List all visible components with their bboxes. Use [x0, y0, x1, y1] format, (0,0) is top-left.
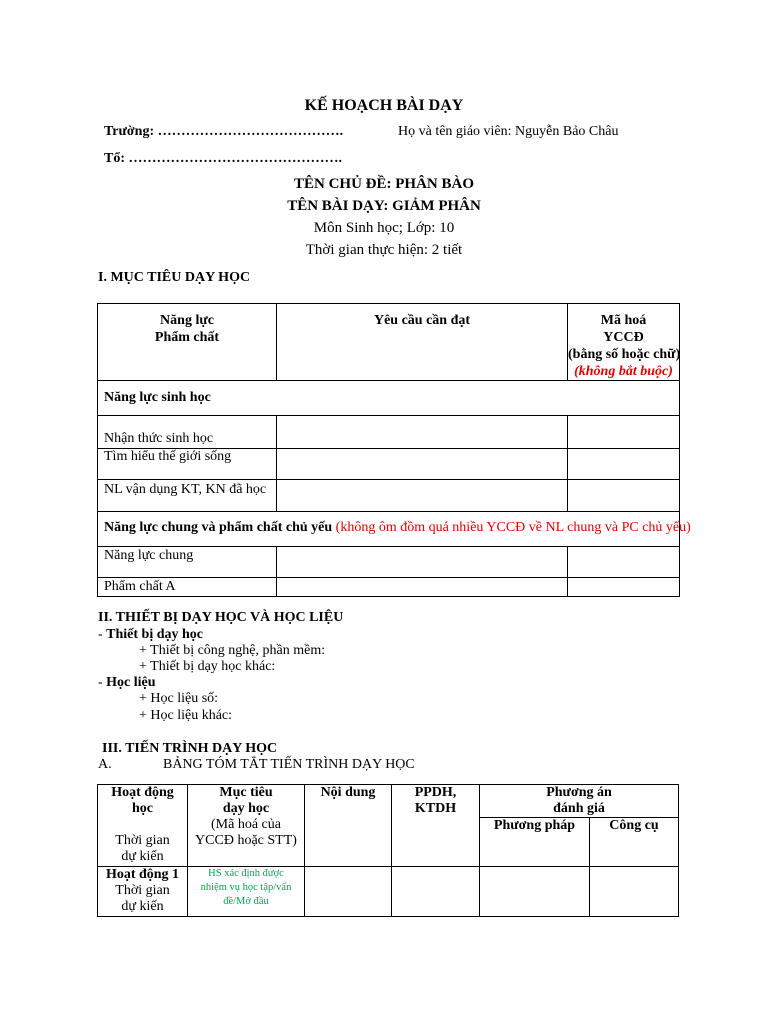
- row-requirement: [277, 449, 568, 480]
- row-label: Năng lực chung: [98, 547, 277, 578]
- activity-1-goal-line1: HS xác định được: [208, 868, 284, 879]
- subject-line: Môn Sinh học; Lớp: 10: [313, 220, 455, 236]
- header-code-line1: Mã hoá: [600, 313, 647, 328]
- section3-sub-title: BẢNG TÓM TẮT TIẾN TRÌNH DẠY HỌC: [163, 757, 415, 772]
- header-goal: [188, 785, 305, 867]
- teacher-line: [398, 124, 618, 140]
- teacher-label: Họ và tên giáo viên:: [398, 124, 512, 139]
- lesson-title: TÊN BÀI DẠY: GIẢM PHÂN: [287, 198, 481, 214]
- header-method: [392, 785, 480, 867]
- activity-1-goal: [188, 867, 305, 917]
- equipment-subheading: [98, 627, 203, 643]
- group-general-note: (không ôm đồm quá nhiều YCCĐ về NL chung và PC chủ yếu): [335, 520, 691, 535]
- header-evaluation-line2: đánh giá: [553, 801, 605, 816]
- school-label: Trường:: [104, 124, 155, 139]
- row-code: [568, 547, 680, 578]
- header-competency-line2: Phẩm chất: [154, 330, 220, 345]
- activity-1-time: Thời gian: [115, 883, 170, 898]
- objectives-table: [97, 303, 691, 597]
- equipment-item-tech: + Thiết bị công nghệ, phần mềm:: [139, 643, 326, 658]
- header-content: Nội dung: [305, 785, 392, 867]
- section2-heading: II. THIẾT BỊ DẠY HỌC VÀ HỌC LIỆU: [98, 610, 344, 625]
- activity-1-goal-line2: nhiệm vụ học tập/vấn: [200, 882, 292, 893]
- group-row-bio: [98, 381, 680, 416]
- header-code-line3: (bằng số hoặc chữ): [568, 347, 681, 362]
- row-code: [568, 480, 680, 512]
- materials-subheading: [98, 675, 156, 691]
- header-code-note: (không bắt buộc): [574, 364, 673, 379]
- activity-1-title: Hoạt động 1: [105, 867, 180, 882]
- row-label: Phẩm chất A: [98, 578, 277, 597]
- table-row: [98, 578, 680, 597]
- header-goal-line1: Mục tiêu: [219, 785, 273, 800]
- row-label: Tìm hiểu thế giới sống: [98, 449, 277, 480]
- equipment-item-other: + Thiết bị dạy học khác:: [139, 659, 276, 674]
- progress-table: [97, 784, 679, 917]
- table-row: [98, 867, 679, 917]
- row-requirement: [277, 480, 568, 512]
- header-evaluation-line1: Phương án: [546, 785, 612, 800]
- materials-dash: -: [98, 675, 107, 690]
- group-row-general: [98, 512, 680, 547]
- section1-heading: I. MỤC TIÊU DẠY HỌC: [98, 270, 251, 285]
- materials-item-other: + Học liệu khác:: [139, 708, 233, 723]
- header-goal-line2: dạy học: [222, 801, 270, 816]
- group-bio-label: Năng lực sinh học: [98, 381, 680, 416]
- group-line: [104, 151, 342, 167]
- header-method-line1: PPDH,: [414, 785, 457, 800]
- table-row: [98, 480, 680, 512]
- row-code: [568, 416, 680, 449]
- header-eval-tool: Công cụ: [590, 818, 679, 867]
- objectives-header-row: [98, 304, 680, 381]
- table-row: [98, 416, 680, 449]
- progress-header-row: [98, 785, 679, 818]
- group-dots: ……………………………………….: [128, 151, 342, 166]
- header-activity-estimated: dự kiến: [121, 849, 164, 864]
- activity-1-cell: [98, 867, 188, 917]
- duration-line: Thời gian thực hiện: 2 tiết: [305, 242, 463, 258]
- row-code: [568, 578, 680, 597]
- table-row: [98, 547, 680, 578]
- group-general-label: [98, 512, 691, 547]
- activity-1-goal-line3: đề/Mở đầu: [223, 896, 269, 907]
- header-activity: [98, 785, 188, 867]
- document-title: KẾ HOẠCH BÀI DẠY: [304, 97, 464, 114]
- table-row: [98, 449, 680, 480]
- activity-1-eval-tool: [590, 867, 679, 917]
- row-code: [568, 449, 680, 480]
- group-label: Tổ:: [104, 151, 125, 166]
- school-dots: ………………………………….: [157, 124, 344, 139]
- materials-label: Học liệu: [106, 675, 156, 690]
- header-requirement: Yêu cầu cần đạt: [277, 304, 568, 381]
- row-requirement: [277, 416, 568, 449]
- header-eval-method: Phương pháp: [480, 818, 590, 867]
- header-evaluation: [480, 785, 679, 818]
- header-activity-time: Thời gian: [115, 833, 170, 848]
- row-requirement: [277, 578, 568, 597]
- row-requirement: [277, 547, 568, 578]
- section3-heading: III. TIẾN TRÌNH DẠY HỌC: [102, 741, 278, 756]
- header-method-line2: KTDH: [414, 801, 457, 816]
- activity-1-estimated: dự kiến: [121, 899, 164, 914]
- header-goal-line4: YCCĐ hoặc STT): [195, 833, 297, 848]
- activity-1-content: [305, 867, 392, 917]
- activity-1-method: [392, 867, 480, 917]
- row-label: Nhận thức sinh học: [98, 416, 277, 449]
- row-label: NL vận dụng KT, KN đã học: [98, 480, 277, 512]
- header-activity-line1: Hoạt động: [111, 785, 174, 800]
- group-general-title: Năng lực chung và phẩm chất chủ yếu: [104, 520, 333, 535]
- header-code-line2: YCCĐ: [603, 330, 644, 345]
- header-code: [568, 304, 680, 381]
- activity-1-eval-method: [480, 867, 590, 917]
- school-line: [104, 124, 343, 140]
- header-competency-line1: Năng lực: [160, 313, 214, 328]
- section3-sub-letter: A.: [98, 757, 112, 772]
- header-activity-line2: học: [132, 801, 153, 816]
- header-goal-line3: (Mã hoá của: [211, 817, 281, 832]
- equipment-label: Thiết bị dạy học: [106, 627, 204, 642]
- teacher-name: Nguyễn Bảo Châu: [515, 124, 619, 139]
- topic-title: TÊN CHỦ ĐỀ: PHÂN BÀO: [293, 176, 474, 192]
- header-competency: [98, 304, 277, 381]
- equipment-dash: -: [98, 627, 107, 642]
- materials-item-digital: + Học liệu số:: [139, 691, 219, 706]
